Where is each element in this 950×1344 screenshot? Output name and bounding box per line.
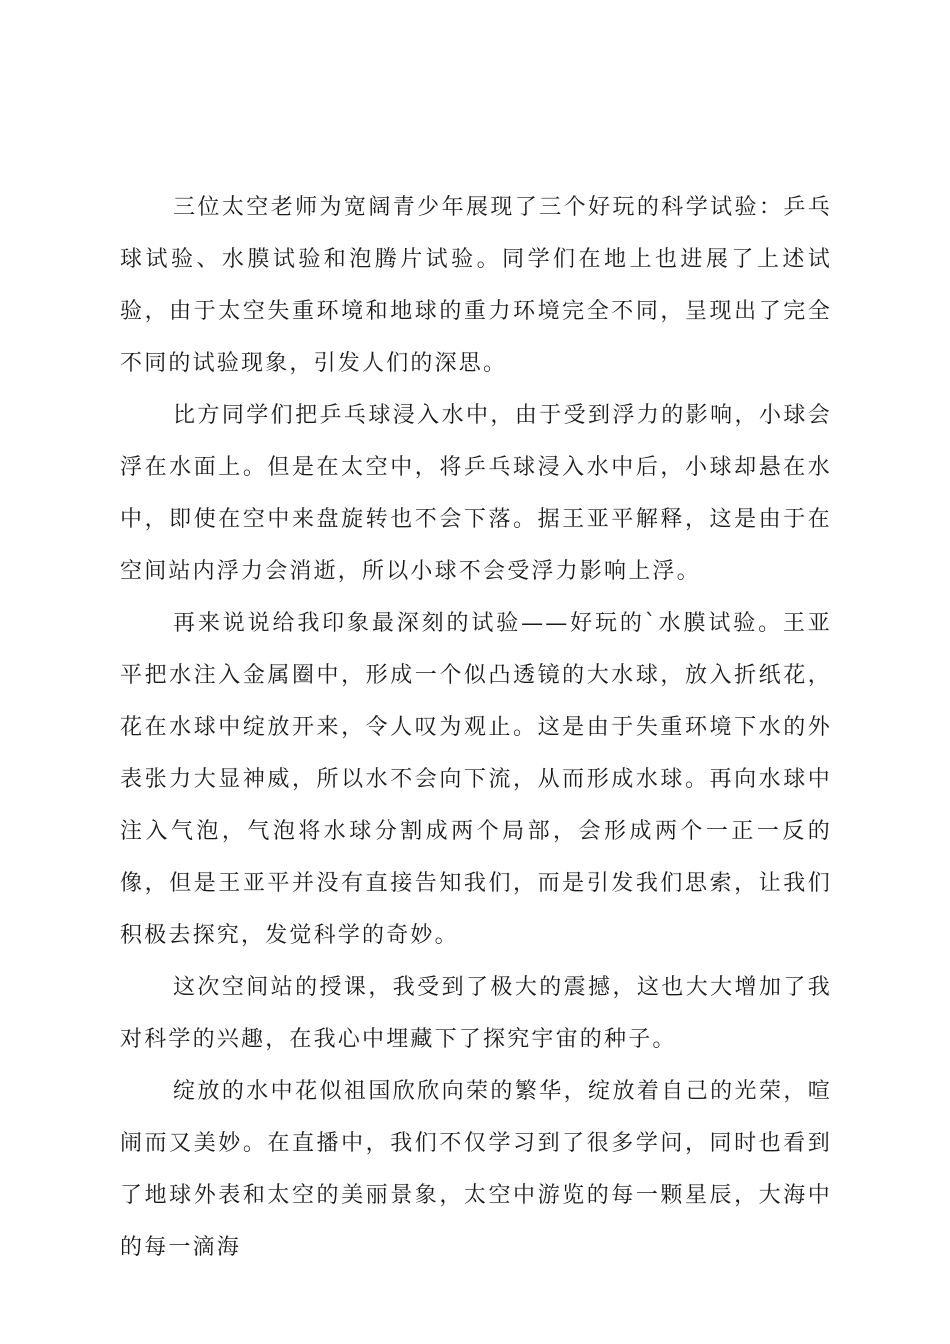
paragraph-2: 比方同学们把乒乓球浸入水中，由于受到浮力的影响，小球会浮在水面上。但是在太空中，将乒乓球浸入水中后，小球却悬在水中，即使在空中来盘旋转也不会下落。据王亚平解释，这是由于在空间站内浮力会消逝，所以小球不会受浮力影响上浮。 [120,403,832,584]
paragraph-3: 再来说说给我印象最深刻的试验——好玩的`水膜试验。王亚平把水注入金属圈中，形成一个似凸透镜的大水球，放入折纸花，花在水球中绽放开来，令人叹为观止。这是由于失重环境下水的外表张力大显神威，所以水不会向下流，从而形成水球。再向水球中注入气泡，气泡将水球分割成两个局部，会形成两个一正一反的像，但是王亚平并没有直接告知我们，而是引发我们思索，让我们积极去探究，发觉科学的奇妙。 [120,611,832,948]
paragraph-1: 三位太空老师为宽阔青少年展现了三个好玩的科学试验：乒乓球试验、水膜试验和泡腾片试验。同学们在地上也进展了上述试验，由于太空失重环境和地球的重力环境完全不同，呈现出了完全不同的试验现象，引发人们的深思。 [120,195,832,376]
paragraph-5: 绽放的水中花似祖国欣欣向荣的繁华，绽放着自己的光荣，喧闹而又美妙。在直播中，我们不仅学习到了很多学问，同时也看到了地球外表和太空的美丽景象，太空中游览的每一颗星辰，大海中的每一滴海 [120,1079,832,1260]
document-body [120,182,832,1274]
paragraph-4: 这次空间站的授课，我受到了极大的震撼，这也大大增加了我对科学的兴趣，在我心中埋藏下了探究宇宙的种子。 [120,975,832,1052]
